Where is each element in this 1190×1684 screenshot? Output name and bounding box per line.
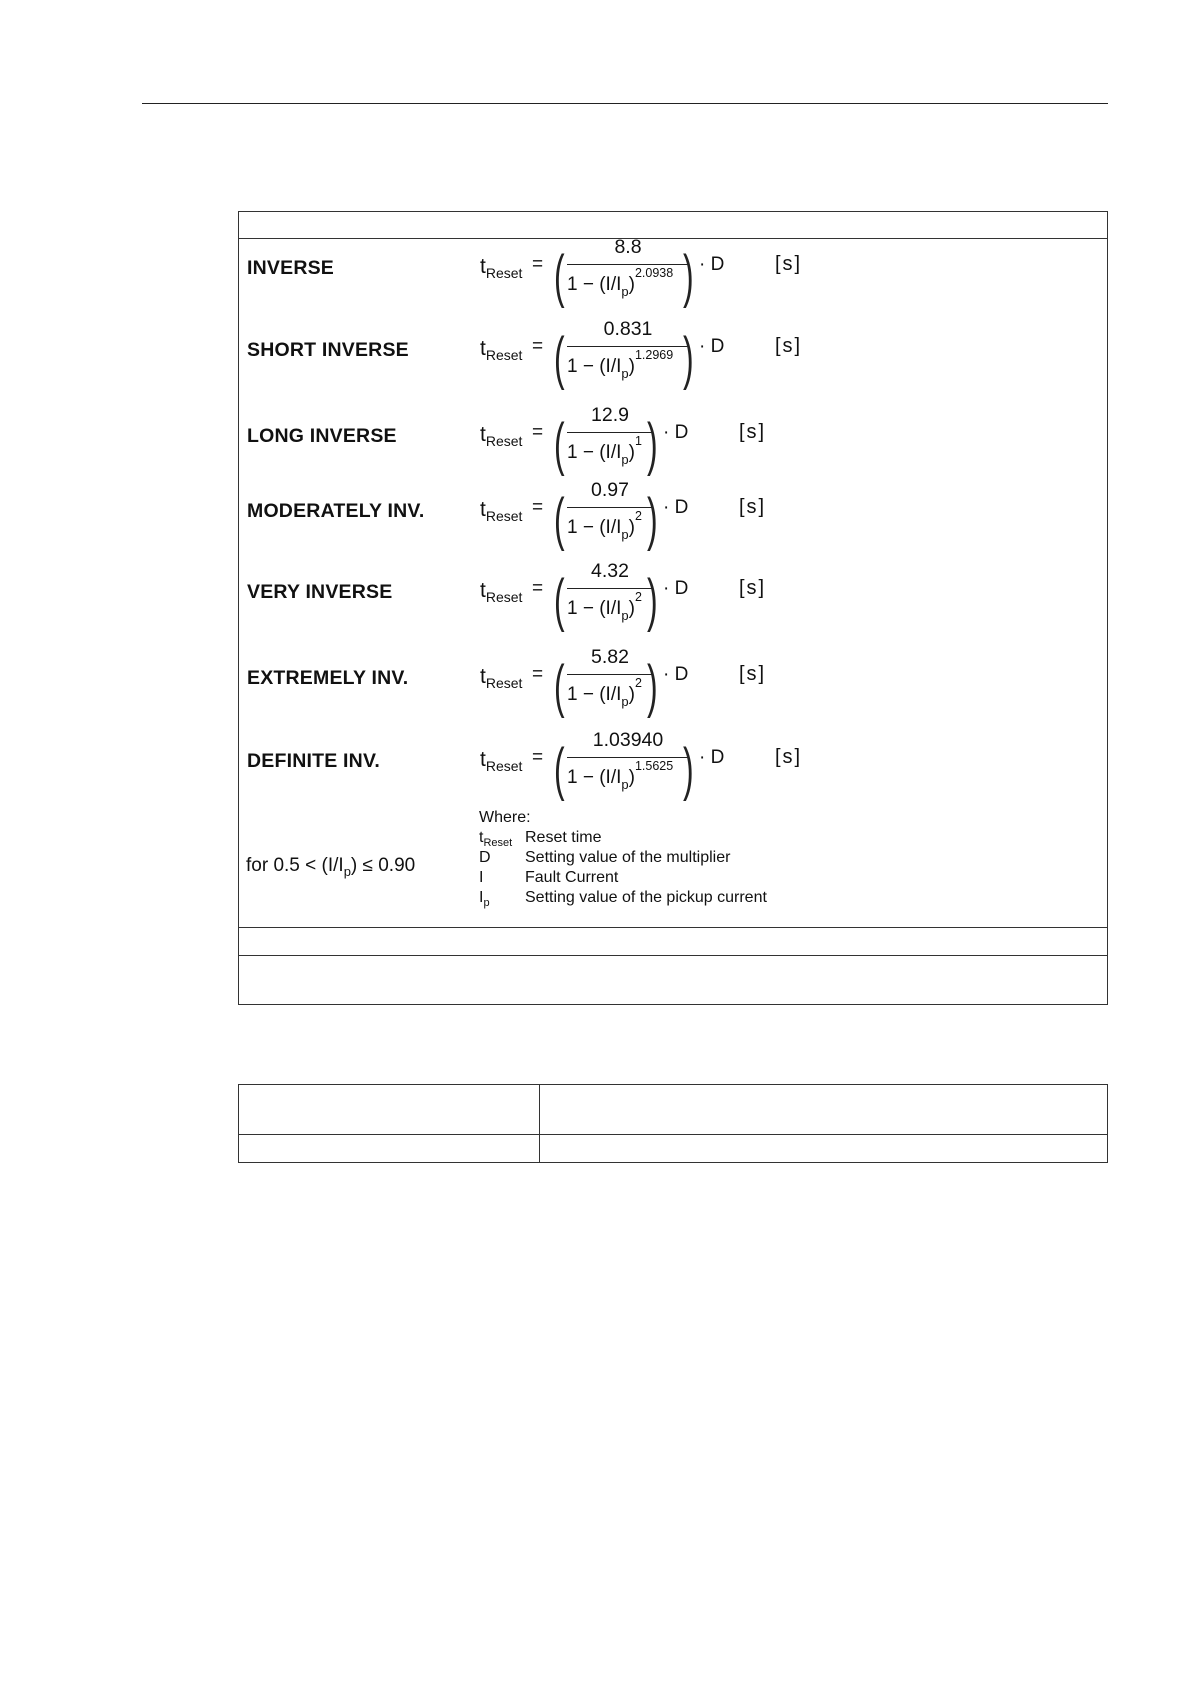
multiplier: · D	[663, 664, 689, 685]
t-reset-symbol: $t_{Reset}$	[480, 748, 523, 774]
legend-description: Fault Current	[525, 869, 619, 886]
t-reset-symbol: $t_{Reset}$	[480, 423, 523, 449]
formula-row	[239, 309, 1107, 389]
numerator: 1.03940	[592, 729, 664, 751]
fraction-bar	[567, 674, 653, 675]
formula-row	[239, 551, 1107, 631]
fraction-bar	[567, 432, 653, 433]
right-paren: )	[683, 737, 694, 802]
curve-name: EXTREMELY INV.	[247, 667, 409, 689]
multiplier: · D	[663, 578, 689, 599]
equals-sign: =	[532, 664, 544, 685]
numerator: 4.32	[591, 560, 629, 582]
unit: [s]	[775, 335, 803, 357]
equals-sign: =	[532, 336, 544, 357]
t-reset-symbol: $t_{Reset}$	[480, 498, 523, 524]
left-paren: (	[554, 737, 565, 802]
reset-formula-table	[238, 211, 1108, 1005]
fraction-bar	[567, 507, 653, 508]
equals-sign: =	[532, 422, 544, 443]
unit: [s]	[775, 746, 803, 768]
denominator: $1 - (I/I_p)^2$	[567, 590, 642, 623]
legend-description: Setting value of the pickup current	[525, 889, 767, 906]
right-paren: )	[647, 487, 658, 552]
right-paren: )	[647, 412, 658, 477]
multiplier: · D	[663, 422, 689, 443]
legend-symbol: I	[479, 869, 484, 886]
multiplier: · D	[699, 336, 725, 357]
fraction-bar	[567, 264, 689, 265]
multiplier: · D	[663, 497, 689, 518]
multiplier: · D	[699, 254, 725, 275]
legend-item	[479, 848, 731, 868]
formula-row	[239, 395, 1107, 475]
unit: [s]	[739, 663, 767, 685]
legend-item	[479, 828, 602, 849]
empty-parameter-table	[238, 1084, 1108, 1163]
left-paren: (	[554, 412, 565, 477]
header-rule	[142, 103, 1108, 104]
t-reset-symbol: $t_{Reset}$	[480, 255, 523, 281]
right-paren: )	[647, 654, 658, 719]
validity-condition: for $0.5 < (I/I_p) \le 0.90$	[246, 855, 416, 879]
legend-symbol: $t_{Reset}$	[479, 829, 513, 849]
unit: [s]	[739, 577, 767, 599]
legend-symbol: $I_p$	[479, 889, 490, 909]
curve-name: MODERATELY INV.	[247, 500, 425, 522]
table-divider-1	[239, 927, 1107, 928]
denominator: $1 - (I/I_p)^2$	[567, 676, 642, 709]
formula-row	[239, 720, 1107, 800]
t-reset-symbol: $t_{Reset}$	[480, 665, 523, 691]
legend-item	[479, 868, 619, 888]
denominator: $1 - (I/I_p)^{1.2969}$	[567, 348, 674, 381]
denominator: $1 - (I/I_p)^{2.0938}$	[567, 266, 674, 299]
legend-description: Setting value of the multiplier	[525, 849, 731, 866]
curve-name: SHORT INVERSE	[247, 339, 409, 361]
denominator: $1 - (I/I_p)^1$	[567, 434, 642, 467]
left-paren: (	[554, 244, 565, 309]
formula-row	[239, 470, 1107, 550]
formula-row	[239, 227, 1107, 307]
row-divider	[239, 1134, 1107, 1135]
equals-sign: =	[532, 747, 544, 768]
numerator: 8.8	[614, 236, 642, 258]
unit: [s]	[739, 496, 767, 518]
formula-row	[239, 637, 1107, 717]
multiplier: · D	[699, 747, 725, 768]
legend-symbol: D	[479, 849, 491, 866]
curve-name: DEFINITE INV.	[247, 750, 380, 772]
curve-name: LONG INVERSE	[247, 425, 397, 447]
numerator: 12.9	[591, 404, 629, 426]
left-paren: (	[554, 326, 565, 391]
left-paren: (	[554, 487, 565, 552]
fraction-bar	[567, 588, 653, 589]
table-divider-2	[239, 955, 1107, 956]
equals-sign: =	[532, 254, 544, 275]
fraction-bar	[567, 346, 689, 347]
legend-title: Where:	[479, 809, 531, 826]
numerator: 0.97	[591, 479, 629, 501]
column-divider	[539, 1085, 540, 1162]
right-paren: )	[647, 568, 658, 633]
unit: [s]	[775, 253, 803, 275]
right-paren: )	[683, 326, 694, 391]
t-reset-symbol: $t_{Reset}$	[480, 337, 523, 363]
equals-sign: =	[532, 497, 544, 518]
equals-sign: =	[532, 578, 544, 599]
legend-description: Reset time	[525, 829, 602, 846]
right-paren: )	[683, 244, 694, 309]
t-reset-symbol: $t_{Reset}$	[480, 579, 523, 605]
legend	[479, 808, 767, 909]
curve-name: VERY INVERSE	[247, 581, 393, 603]
curve-name: INVERSE	[247, 257, 335, 279]
denominator: $1 - (I/I_p)^2$	[567, 509, 642, 542]
denominator: $1 - (I/I_p)^{1.5625}$	[567, 759, 674, 792]
unit: [s]	[739, 421, 767, 443]
numerator: 5.82	[591, 646, 629, 668]
left-paren: (	[554, 654, 565, 719]
legend-item	[479, 888, 767, 909]
left-paren: (	[554, 568, 565, 633]
fraction-bar	[567, 757, 689, 758]
numerator: 0.831	[603, 318, 653, 340]
